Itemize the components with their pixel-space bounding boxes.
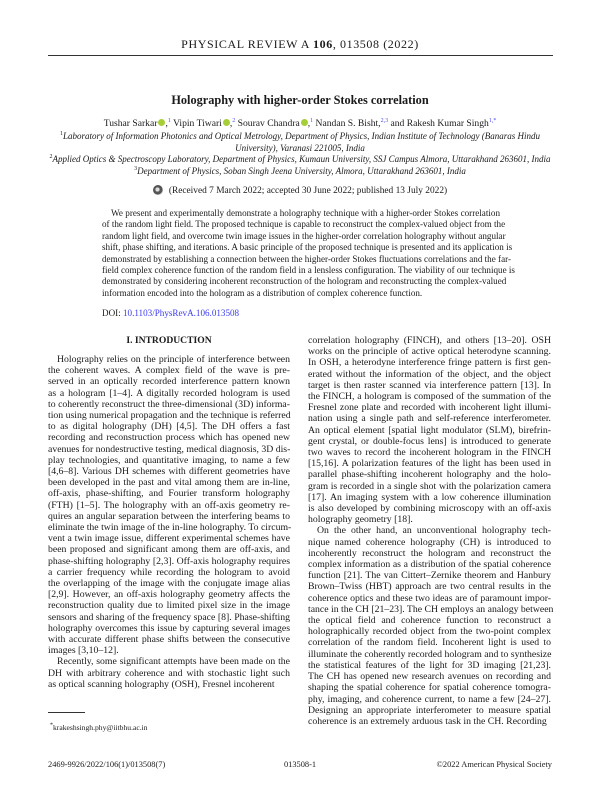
text-line: tance in the CH [21–23]. The CH employs an analogy between — [308, 603, 554, 615]
text-line: holography geometry [18]. — [308, 514, 413, 526]
text-line: function [21]. The van Cittert–Zernike theorem and Hanbury — [308, 570, 551, 582]
doi-link[interactable]: 10.1103/PhysRevA.106.013508 — [122, 308, 240, 318]
journal-header — [0, 37, 600, 51]
text-line: tion using numerical propagation and the technique is referred — [48, 410, 291, 422]
text-line: been proposed and significant among them are off-axis, and — [48, 544, 290, 556]
author-affiliation: 1 — [310, 117, 314, 124]
footer-copyright: ©2022 American Physical Society — [436, 760, 552, 769]
text-line: the coherent waves. A complex field of the wave is pre- — [48, 365, 290, 377]
text-line: the FINCH, a hologram is composed of the summation of the — [308, 391, 551, 403]
text-line: phase-shifting holography [2,3]. Off-axis holography requires — [48, 555, 290, 567]
text-line: eliminate the twin image of the in-line holography. To circum- — [48, 522, 292, 534]
text-line: complex information as a distribution of the spatial coherence — [308, 559, 551, 571]
text-line: We present and experimentally demonstrate a holography technique with a higher-order Stokes correlation — [111, 208, 500, 218]
affiliation-text: Department of Physics, Soban Singh Jeena University, Almora, Uttarakhand 263601, India — [137, 166, 466, 176]
text-line: the overlapping of the image with the conjugate image alias — [48, 578, 290, 590]
text-line: vent a twin image issue, different experimental schemes have — [48, 533, 290, 545]
text-line: coherence is an extremely arduous task in the CH. Recording — [308, 715, 547, 727]
affiliation-1 — [40, 131, 560, 154]
journal-name: PHYSICAL REVIEW A — [181, 37, 310, 51]
text-line: Fresnel zone plate and recorded with incoherent light illumi- — [308, 402, 551, 414]
left-column — [48, 354, 290, 690]
text-line: a carrier frequency while recording the hologram to avoid — [48, 566, 290, 578]
text-line: nation using a single path and self-reference interferometer. — [308, 413, 551, 425]
check-for-updates-icon[interactable] — [153, 185, 163, 195]
text-line: On the other hand, an unconventional holography tech- — [317, 525, 551, 537]
author-list: Tushar Sarkar ,$^1$ Vipin Tiwari ,$^2$ Sourav Chandra ,$^1$ Nandan S. Bisht,$^{2,3}$ and Rakesh Kumar Singh$^{1,*}$ — [103, 117, 497, 129]
journal-volume: 106 — [313, 37, 333, 51]
text-line: served in an optically recorded interference pattern known — [48, 376, 290, 388]
text-line: parallel phase-shifting incoherent holography and the holo- — [308, 469, 551, 481]
text-line: off-axis, phase-shifting, and Fourier transform holography — [48, 488, 290, 500]
text-line: of the random light field. The proposed technique is capable to reconstruct the complex-valued object from the — [102, 219, 506, 230]
text-line: holographically recorded object from the two-point complex — [308, 626, 551, 638]
text-line: as optical scanning holography (OSH), Fresnel incoherent — [48, 678, 275, 690]
text-line: gram is recorded in a single shot with the polarization camera — [308, 480, 551, 492]
text-line: quires an angular separation between the interfering beams to — [48, 510, 290, 522]
footnote-rule — [48, 712, 85, 713]
article-number: , 013508 (2022) — [332, 37, 419, 51]
affiliation-text-cont: University), Varanasi 221005, India — [235, 142, 365, 153]
text-line: demonstrated by establishing a connection between the higher-order Stokes fluctuations correlations and the far- — [102, 253, 511, 264]
section-heading: I. INTRODUCTION — [126, 335, 212, 346]
text-line: shaping the spatial coherence for spatial coherence tomogra- — [308, 682, 551, 694]
text-line: [2,9]. However, an off-axis holography geometry affects the — [48, 589, 290, 601]
author-affiliation: 2,3 — [380, 117, 389, 124]
affiliation-number: 3 — [134, 166, 138, 172]
right-column — [308, 335, 554, 727]
affiliation-number: 1 — [59, 131, 63, 137]
text-line: erated without the information of the object, and the object — [308, 368, 551, 380]
abstract — [102, 208, 515, 299]
text-line: [17]. An imaging system with a low coherence illumination — [308, 491, 551, 503]
text-line: phy, imaging, and coherence current, to name a few [24–27]. — [308, 693, 551, 705]
affiliation-text: Applied Optics & Spectroscopy Laboratory, Department of Physics, Kumaun University, SSJ Campus Almora, Uttarakhand 263601, India — [52, 154, 551, 164]
text-line: nique named coherence holography (CH) is introduced to — [308, 536, 551, 548]
orcid-icon[interactable] — [301, 119, 308, 126]
text-line: works on the principle of active optical heterodyne scanning. — [308, 346, 551, 358]
text-line: gent crystal, or double-focus lens] is introduced to generate — [308, 435, 551, 447]
author-name: Sourav Chandra — [237, 118, 300, 129]
footer-page-number: 013508-1 — [283, 760, 317, 769]
author-affiliation: 1 — [167, 117, 171, 124]
text-line: random light field, and overcome twin image issues in the higher-order correlation holography without angular — [102, 230, 506, 241]
text-line: reconstruction quality due to limited pixel size in the image — [48, 600, 290, 612]
text-line: (FTH) [1–5]. The holography with an off-axis geometry re- — [48, 499, 290, 511]
corresponding-email — [50, 723, 148, 733]
author-affiliation: 2 — [232, 117, 236, 124]
text-line: target is then raster scanned via interference pattern [13]. In — [308, 379, 551, 391]
affiliation-text: Laboratory of Information Photonics and Optical Metrology, Department of Physics, Indian Institute of Technology (Banaras Hindu — [62, 131, 541, 141]
text-line: to coherently reconstruct the three-dimensional (3D) informa- — [48, 398, 290, 410]
text-line: An optical element [spatial light modulator (SLM), birefrin- — [308, 424, 551, 436]
affiliation-2 — [40, 154, 560, 166]
text-line: two waves to record the incoherent hologram in the FINCH — [308, 447, 551, 459]
footnote-mark: * — [50, 722, 53, 729]
text-line: correlation of the random field. Incoherent light is used to — [308, 637, 551, 649]
text-line: the statistical features of the light for 3D imaging [21,23]. — [308, 659, 551, 671]
affiliation-number: 2 — [49, 154, 53, 160]
doi-label: DOI: — [102, 308, 121, 318]
text-line: information encoded into the hologram as a distribution of complex coherence function. — [102, 287, 423, 298]
text-line: to as digital holography (DH) [4,5]. The DH offers a fast — [48, 421, 290, 433]
text-line: images [3,10–12]. — [48, 645, 119, 657]
text-line: incoherently reconstruct the hologram and reconstruct the — [308, 547, 551, 559]
author-name: Tushar Sarkar — [103, 118, 158, 129]
text-line: Brown–Twiss (HBT) approach are two central results in the — [308, 581, 551, 593]
text-line: the optical field and coherence function to reconstruct a — [308, 615, 551, 627]
author-name: Rakesh Kumar Singh — [406, 118, 489, 129]
author-name: Nandan S. Bisht, — [315, 118, 381, 129]
text-line: holography overcomes this issue by capturing several images — [48, 622, 290, 634]
received-text: (Received 7 March 2022; accepted 30 June 2022; published 13 July 2022) — [168, 186, 448, 196]
orcid-icon[interactable] — [223, 119, 230, 126]
text-line: [15,16]. A polarization features of the light has been used in — [308, 458, 551, 470]
text-line: demonstrated by considering incoherent reconstruction of the hologram and reconstructing the complex-valued — [102, 276, 507, 287]
orcid-icon[interactable] — [158, 119, 165, 126]
text-line: shift, phase shifting, and iterations. A basic principle of the proposed technique is presented and its application is — [102, 242, 513, 253]
text-line: been developed in the past and vital among them are in-line, — [48, 477, 290, 489]
text-line: The CH has opened new research avenues on recording and — [308, 671, 551, 683]
header-rule — [48, 55, 553, 56]
text-line: Recently, some significant attempts have been made on the — [57, 656, 290, 668]
text-line: avenues for nondestructive testing, medical diagnosis, 3D dis- — [48, 443, 291, 455]
text-line: DH with arbitrary coherence and with stochastic light such — [48, 667, 290, 679]
text-line: Designing an appropriate interferometer to measure spatial — [308, 704, 551, 716]
affiliation-3 — [40, 166, 560, 178]
text-line: Holography relies on the principle of interference between — [57, 354, 290, 365]
text-line: play technologies, and quantitative imaging, to name a few — [48, 454, 290, 466]
text-line: recording and reconstruction process which has opened new — [48, 432, 290, 444]
text-line: illuminate the coherently recorded hologram and to synthesize — [308, 648, 552, 660]
paper-title: Holography with higher-order Stokes correlation — [171, 93, 429, 107]
text-line: field complex coherence function of the random field in a lensless configuration. The viability of our technique is — [102, 265, 515, 276]
text-line: as a hologram [1–4]. A digitally recorded hologram is used — [48, 387, 290, 399]
doi — [102, 307, 239, 319]
author-affiliation: 1,* — [488, 117, 497, 124]
text-line: sensors and sharing of the frequency space [8]. Phase-shifting — [48, 611, 290, 623]
text-line: correlation holography (FINCH), and others [13–20]. OSH — [308, 335, 551, 346]
text-line: is also developed by combining microscopy with an off-axis — [308, 503, 551, 515]
author-name: Vipin Tiwari — [173, 118, 222, 129]
text-line: coherence optics and these two ideas are of paramount impor- — [308, 592, 551, 604]
text-line: In OSH, a heterodyne interference fringe pattern is first gen- — [308, 357, 551, 369]
email-text[interactable]: krakeshsingh.phy@iitbhu.ac.in — [53, 723, 148, 732]
text-line: [4,6–8]. Various DH schemes with different geometries have — [48, 466, 290, 478]
footer-issn: 2469-9926/2022/106(1)/013508(7) — [48, 760, 166, 769]
received-dates — [0, 185, 600, 197]
text-line: with accurate different phase shifts between the consecutive — [48, 634, 290, 646]
